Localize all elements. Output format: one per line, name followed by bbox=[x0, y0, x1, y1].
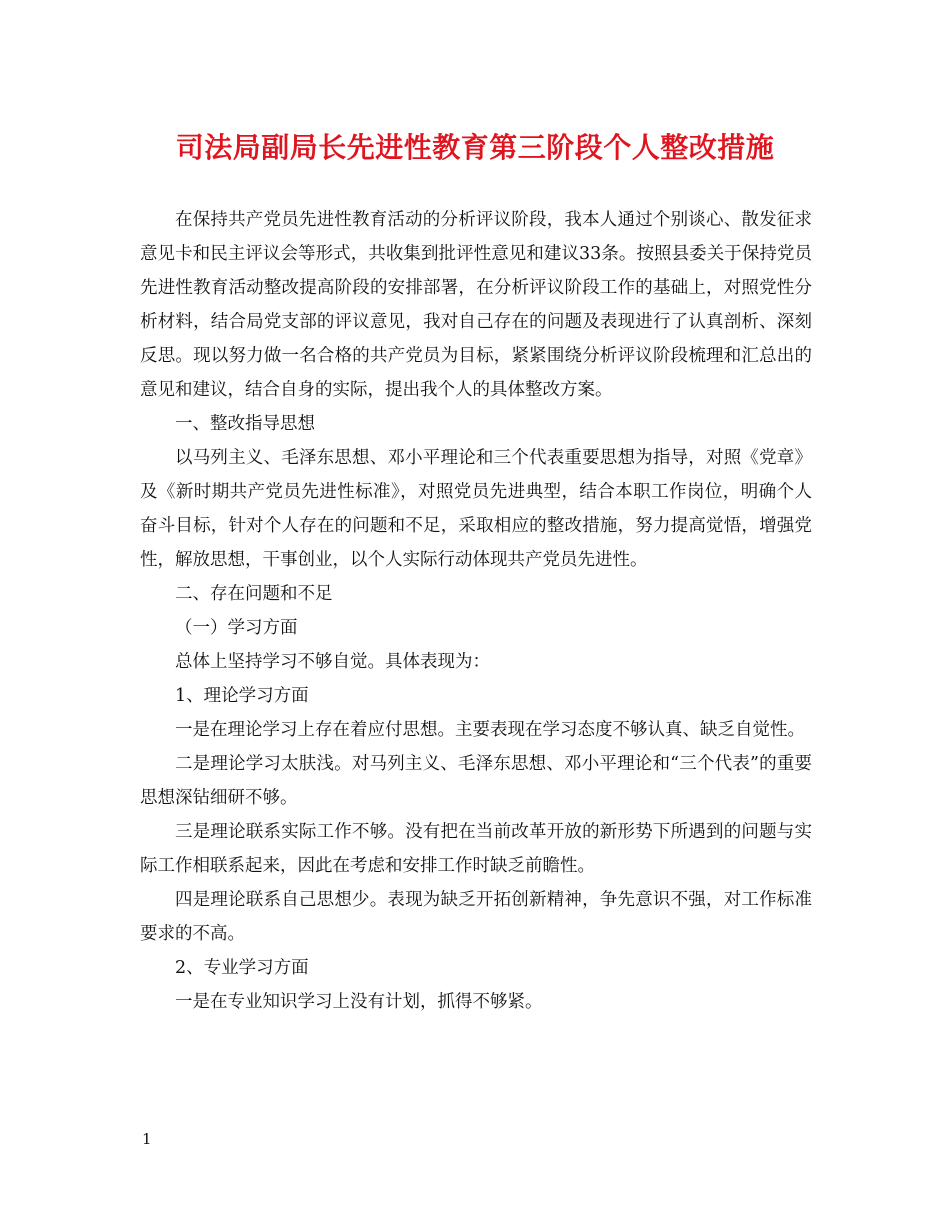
paragraph-study-summary: 总体上坚持学习不够自觉。具体表现为： bbox=[175, 652, 490, 672]
subheading-theory-study: 1、理论学习方面 bbox=[175, 686, 309, 706]
paragraph-guiding-thought: 以马列主义、毛泽东思想、邓小平理论和三个代表重要思想为指导，对照《党章》及《新时期共产党员先进性标准》，对照党员先进典型，结合本职工作岗位，明确个人奋斗目标，针对个人存在的问题和不足，采取相应的整改措施，努力提高觉悟，增强党性，解放思想，干事创业，以个人实际行动体现共产党员先进性。 bbox=[140, 448, 812, 570]
document-body bbox=[140, 203, 812, 1019]
paragraph-theory-2: 二是理论学习太肤浅。对马列主义、毛泽东思想、邓小平理论和“三个代表”的重要思想深钻细研不够。 bbox=[140, 754, 812, 808]
document-title: 司法局副局长先进性教育第三阶段个人整改措施 bbox=[175, 131, 775, 164]
paragraph-theory-4: 四是理论联系自己思想少。表现为缺乏开拓创新精神，争先意识不强，对工作标准要求的不高。 bbox=[140, 890, 812, 944]
subheading-professional-study: 2、专业学习方面 bbox=[175, 958, 309, 978]
paragraph-theory-1: 一是在理论学习上存在着应付思想。主要表现在学习态度不够认真、缺乏自觉性。 bbox=[175, 720, 805, 740]
subheading-study: （一）学习方面 bbox=[175, 618, 298, 638]
paragraph-theory-3: 三是理论联系实际工作不够。没有把在当前改革开放的新形势下所遇到的问题与实际工作相联系起来，因此在考虑和安排工作时缺乏前瞻性。 bbox=[140, 822, 812, 876]
heading-problems: 二、存在问题和不足 bbox=[175, 584, 333, 604]
heading-guiding-thought: 一、整改指导思想 bbox=[175, 414, 315, 434]
paragraph-intro: 在保持共产党员先进性教育活动的分析评议阶段，我本人通过个别谈心、散发征求意见卡和民主评议会等形式，共收集到批评性意见和建议33条。按照县委关于保持党员先进性教育活动整改提高阶段的安排部署，在分析评议阶段工作的基础上，对照党性分析材料，结合局党支部的评议意见，我对自己存在的问题及表现进行了认真剖析、深刻反思。现以努力做一名合格的共产党员为目标，紧紧围绕分析评议阶段梳理和汇总出的意见和建议，结合自身的实际，提出我个人的具体整改方案。 bbox=[140, 210, 812, 400]
page-number: 1 bbox=[142, 1130, 152, 1148]
paragraph-professional-1: 一是在专业知识学习上没有计划，抓得不够紧。 bbox=[175, 992, 543, 1012]
